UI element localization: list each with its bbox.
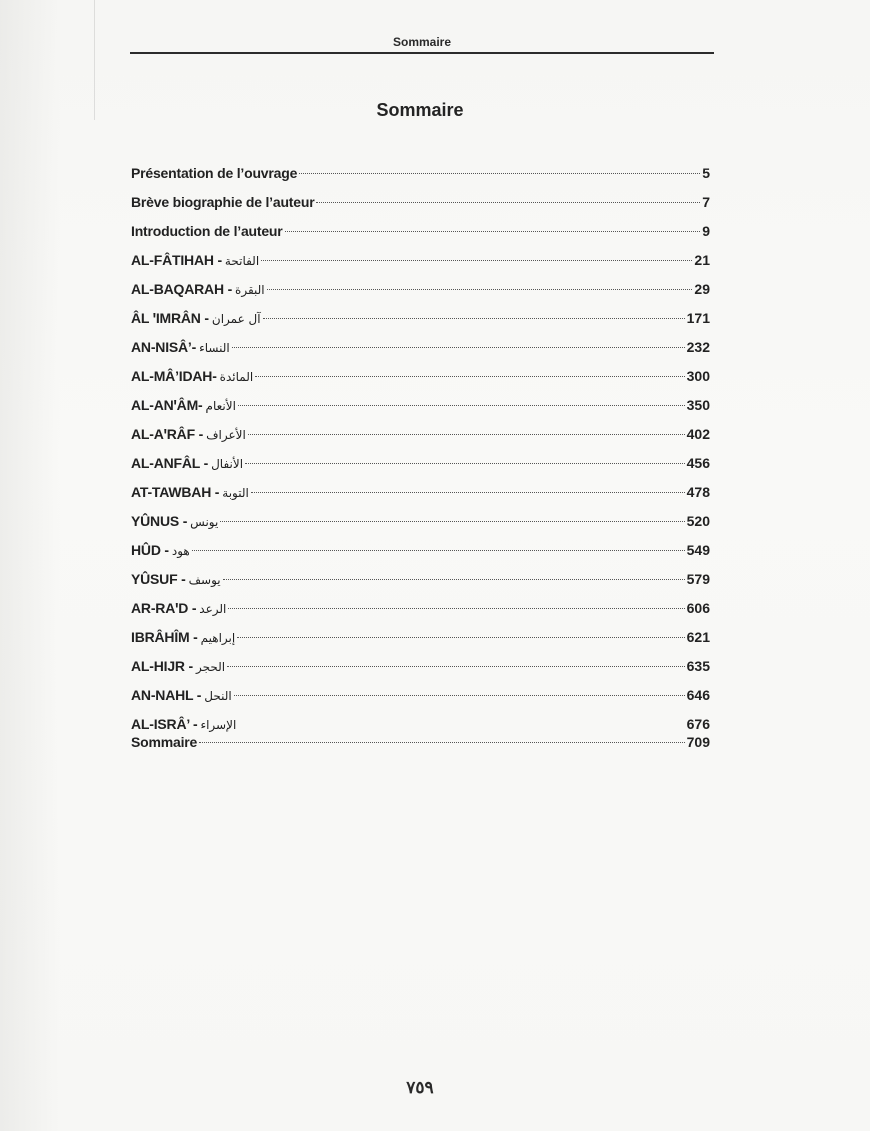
toc-entry-arabic-name: يونس	[190, 515, 219, 529]
dot-leader	[299, 173, 700, 174]
dot-leader	[248, 434, 685, 435]
toc-entry-label: ÂL ꞌIMRÂN -	[131, 310, 209, 326]
dot-leader	[238, 405, 685, 406]
toc-entry	[131, 569, 710, 598]
spine-shadow	[0, 0, 60, 1131]
toc-entry-label: AN-NAHL -	[131, 687, 202, 703]
toc-entry-page: 171	[686, 310, 710, 326]
toc-entry-page: 21	[694, 252, 710, 268]
toc-entry-label: AN-NISÂ’-	[131, 339, 197, 355]
dot-leader	[192, 550, 685, 551]
dot-leader	[261, 260, 692, 261]
toc-entry	[131, 627, 710, 656]
toc-entry-arabic-name: الفاتحة	[224, 254, 260, 268]
toc-entry-label: Brève biographie de l’auteur	[131, 194, 315, 210]
toc-entry-page: 478	[686, 484, 710, 500]
dot-leader	[251, 492, 685, 493]
dot-leader	[223, 579, 685, 580]
toc-entry-arabic-name: النحل	[204, 689, 232, 703]
toc-entry-page: 676	[686, 716, 710, 732]
dot-leader	[199, 742, 685, 743]
running-head: Sommaire	[392, 35, 452, 49]
page-fold-line	[94, 0, 95, 120]
toc-entry-page: 621	[686, 629, 710, 645]
toc-entry-label: AL-AꞌRÂF -	[131, 426, 204, 442]
toc-entry	[131, 511, 710, 540]
dot-leader	[267, 289, 693, 290]
toc-entry	[131, 656, 710, 685]
dot-leader	[245, 463, 685, 464]
dot-leader	[316, 202, 700, 203]
toc-entry-arabic-name: الأعراف	[206, 428, 246, 442]
toc-entry-arabic-name: البقرة	[235, 283, 265, 297]
toc-entry-page: 9	[702, 223, 710, 239]
toc-entry-page: 300	[686, 368, 710, 384]
toc-entry-label: HÛD -	[131, 542, 169, 558]
toc-entry	[131, 598, 710, 627]
toc-entry-arabic-name: الإسراء	[200, 718, 237, 732]
toc-entry	[131, 250, 710, 279]
dot-leader	[285, 231, 701, 232]
toc-entry-page: 709	[686, 734, 710, 750]
toc-entry-arabic-name: آل عمران	[211, 312, 261, 326]
toc-entry	[131, 163, 710, 192]
toc-entry-page: 7	[702, 194, 710, 210]
toc-entry-arabic-name: الأنفال	[211, 457, 244, 471]
toc-entry	[131, 453, 710, 482]
toc-entry	[131, 714, 710, 734]
toc-entry-page: 635	[686, 658, 710, 674]
toc-entry-label: AR-RAꞌD -	[131, 600, 197, 616]
toc-entry-arabic-name: الأنعام	[205, 399, 236, 413]
toc-entry-label: AL-ANꞌÂM-	[131, 397, 203, 413]
toc-entry-label: Présentation de l’ouvrage	[131, 165, 298, 181]
dot-leader	[263, 318, 685, 319]
toc-entry-page: 29	[694, 281, 710, 297]
toc-entry-page: 606	[686, 600, 710, 616]
dot-leader	[234, 695, 685, 696]
toc-entry-page: 456	[686, 455, 710, 471]
dot-leader	[220, 521, 684, 522]
dot-leader	[232, 347, 685, 348]
toc-entry-label: AL-ISRÂ’ -	[131, 716, 198, 732]
toc-entry-label: AL-BAQARAH -	[131, 281, 233, 297]
toc-entry-label: Sommaire	[131, 734, 198, 750]
toc-entry-arabic-name: التوبة	[222, 486, 249, 500]
toc-entry-label: AL-HIJR -	[131, 658, 193, 674]
toc-entry-label: AL-MÂ’IDAH-	[131, 368, 217, 384]
dot-leader	[237, 637, 684, 638]
toc-entry-page: 350	[686, 397, 710, 413]
toc-entry	[131, 734, 710, 750]
toc-entry	[131, 279, 710, 308]
toc-entry-label: IBRÂHÎM -	[131, 629, 198, 645]
dot-leader	[255, 376, 684, 377]
toc-entry-label: AL-FÂTIHAH -	[131, 252, 222, 268]
toc-entry-arabic-name: المائدة	[219, 370, 254, 384]
toc-entry	[131, 424, 710, 453]
toc-entry-page: 579	[686, 571, 710, 587]
toc-entry-arabic-name: الرعد	[199, 602, 227, 616]
toc-entry	[131, 685, 710, 714]
toc-entry-page: 232	[686, 339, 710, 355]
toc-entry-page: 549	[686, 542, 710, 558]
toc-entry-arabic-name: يوسف	[188, 573, 221, 587]
toc-entry-label: YÛSUF -	[131, 571, 186, 587]
toc-entry-page: 646	[686, 687, 710, 703]
dot-leader	[228, 608, 684, 609]
toc-entry-label: AT-TAWBAH -	[131, 484, 220, 500]
toc-entry-page: 5	[702, 165, 710, 181]
dot-leader	[227, 666, 685, 667]
toc-entry	[131, 192, 710, 221]
toc-entry-page: 402	[686, 426, 710, 442]
toc-entry	[131, 337, 710, 366]
toc-entry-arabic-name: النساء	[199, 341, 230, 355]
toc-entry-label: Introduction de l’auteur	[131, 223, 283, 239]
toc-entry	[131, 482, 710, 511]
toc-entry	[131, 395, 710, 424]
toc-entry-arabic-name: إبراهيم	[200, 631, 236, 645]
toc-entry-arabic-name: هود	[171, 544, 190, 558]
toc-entry-label: AL-ANFÂL -	[131, 455, 209, 471]
header-rule	[130, 52, 714, 54]
page-title: Sommaire	[376, 100, 464, 120]
toc-entry	[131, 221, 710, 250]
toc-entry-page: 520	[686, 513, 710, 529]
toc-entry	[131, 540, 710, 569]
toc-entry-label: YÛNUS -	[131, 513, 188, 529]
table-of-contents	[131, 163, 710, 750]
toc-entry-arabic-name: الحجر	[195, 660, 226, 674]
page-number: ٧٥٩	[406, 1078, 434, 1097]
toc-entry	[131, 366, 710, 395]
toc-entry	[131, 308, 710, 337]
